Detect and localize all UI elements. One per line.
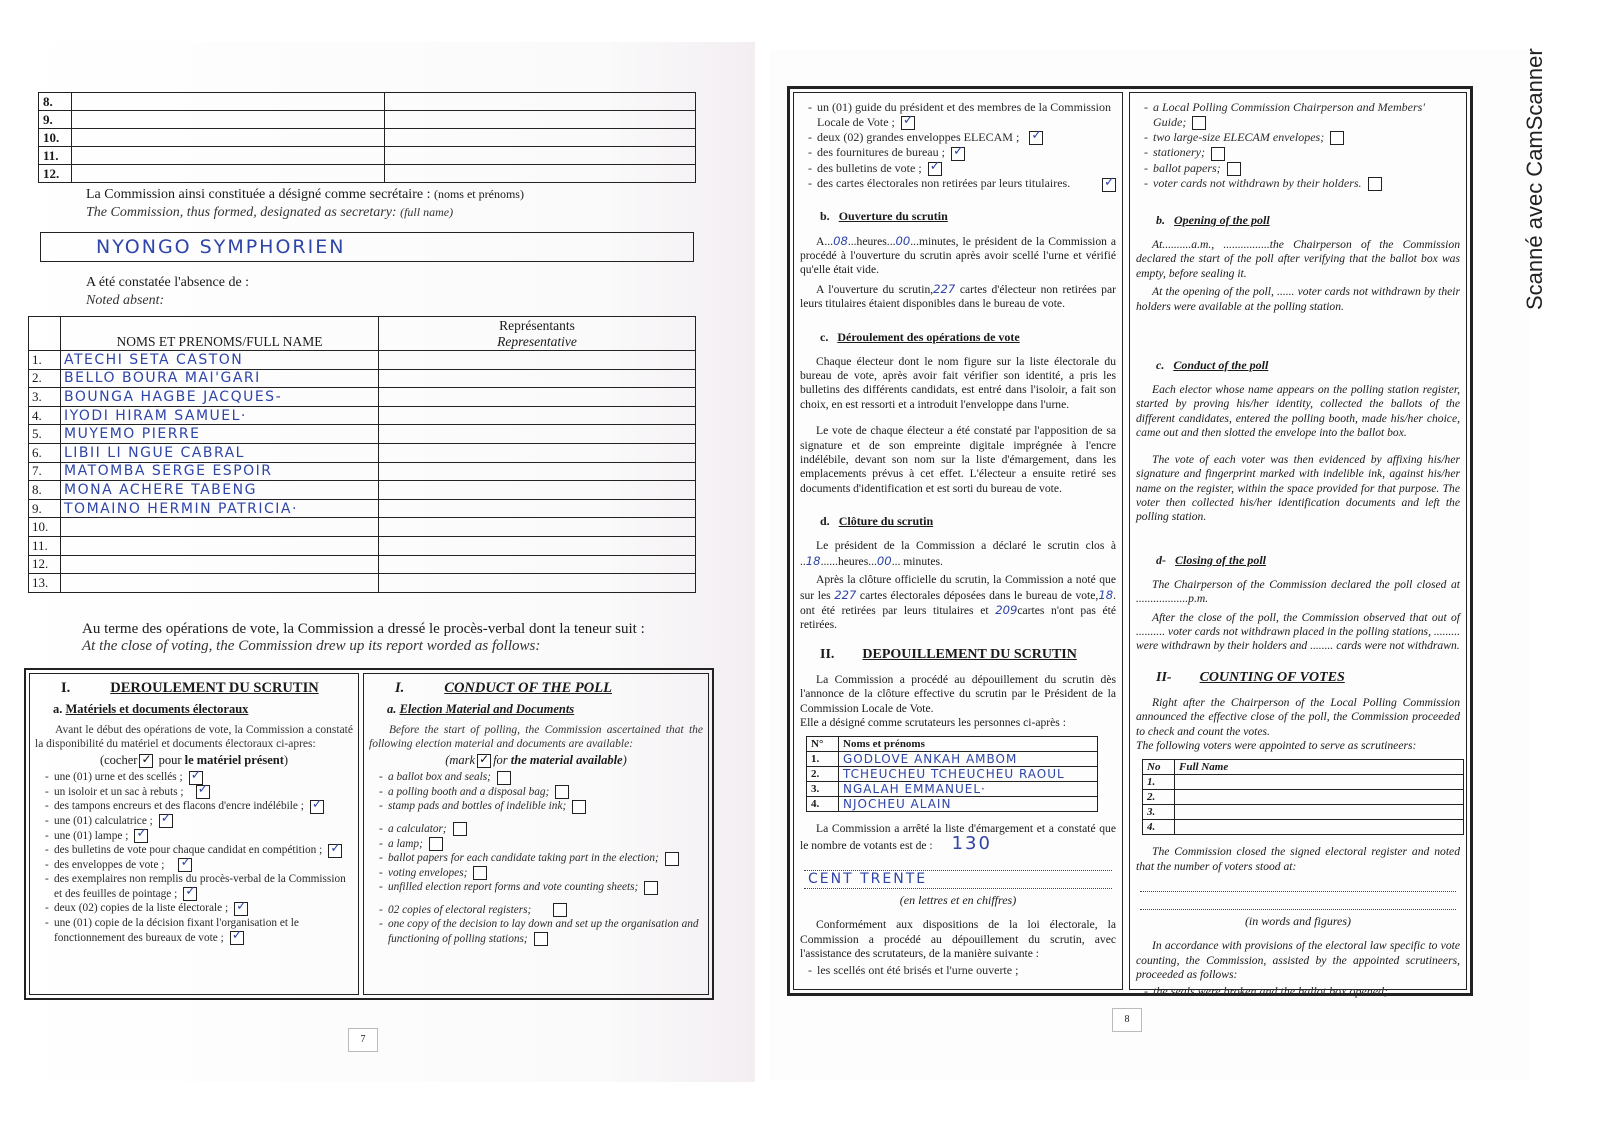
voters-count-words: CENT TRENTE (808, 871, 928, 888)
scrutineer-name-cell[interactable]: GODLOVE ANKAH AMBOM (839, 752, 1098, 767)
checklist-item: - une (01) copie de la décision fixant l'organisation et le fonctionnement des bureaux de vote ;✓ (45, 916, 353, 945)
intro-paragraph-en: Before the start of polling, the Commission ascertained that the following election material and documents are available: (369, 724, 703, 750)
report-column-fr (793, 92, 1123, 990)
subsection-opening-fr: b. Ouverture du scrutin (820, 208, 948, 223)
conduct-paragraph-2-en: The vote of each voter was then evidenced by affixing his/her signature and fingerprint marked with indelible ink, against his/her name on the register, within the space provided for that purpose. The voter then collected his/her identification documents and left the polling station. (1136, 452, 1460, 524)
voters-words-line-1[interactable] (804, 853, 1112, 871)
material-checklist-fr (35, 770, 353, 945)
absent-name-cell[interactable]: MATOMBA SERGE ESPOIR (61, 462, 379, 481)
checklist-item: - a calculator; (379, 822, 703, 837)
camscanner-watermark: Scanné avec CamScanner (1522, 48, 1547, 310)
checkbox-checked[interactable] (928, 162, 942, 176)
table-row: 12. (39, 165, 696, 183)
checkbox-checked[interactable] (951, 147, 965, 161)
checkbox-checked[interactable] (230, 931, 244, 945)
opening-paragraph-en: At..........a.m., ................the Chairperson of the Commission declared the start of the poll after verifying that the ballot box was empty, before sealing it. (1136, 238, 1460, 280)
absent-members-table (28, 316, 696, 593)
table-row: 13. (29, 574, 696, 593)
checkbox-checked[interactable] (328, 844, 342, 858)
absent-rep-cell[interactable] (379, 462, 696, 481)
table-row: 9. TOMAINO HERMIN PATRICIA· (29, 499, 696, 518)
report-column-en (363, 673, 709, 995)
member-name-cell[interactable] (72, 93, 385, 111)
intro-paragraph-fr: Avant le début des opérations de vote, la Commission a constaté la disponibilité du matériel et documents électoraux ci-apres: (35, 724, 353, 750)
voters-words-line-1[interactable] (1140, 874, 1456, 892)
checkbox-checked[interactable] (1029, 131, 1043, 145)
checkbox-unchecked[interactable] (1192, 116, 1206, 130)
mark-instruction-en: (mark ✓ for the material available) (369, 753, 703, 768)
checklist-item: - une (01) calculatrice ;✓ (45, 814, 353, 829)
counting-paragraph-3-fr: Conformément aux dispositions de la loi électorale, la Commission a procédé au dépouillement du scrutin, avec l'assistance des scrutateurs, de la manière suivante : (800, 918, 1116, 960)
secretary-label-fr: La Commission ainsi constituée a désigné comme secrétaire : (noms et prénoms) (86, 187, 524, 202)
absent-name-cell[interactable]: IYODI HIRAM SAMUEL· (61, 406, 379, 425)
material-checklist-en-continued (1136, 100, 1460, 191)
material-checklist-en (369, 770, 703, 947)
closing-paragraph-fr: Le président de la Commission a déclaré le scrutin clos à ..18......heures...00... minutes. (800, 539, 1116, 568)
absent-rep-cell[interactable] (379, 555, 696, 574)
report-column-fr (29, 673, 359, 995)
table-header-row: No Full Name (1143, 760, 1464, 775)
scrutineer-name-cell[interactable] (1175, 820, 1464, 835)
commission-members-table (38, 92, 696, 183)
checklist-item: - une (01) lampe ;✓ (45, 829, 353, 844)
secretary-name-value: NYONGO SYMPHORIEN (96, 236, 346, 258)
closing-statement-fr: Au terme des opérations de vote, la Commission a dressé le procès-verbal dont la teneur suit : (82, 621, 645, 637)
cards-deposited-field[interactable]: 227 (834, 587, 857, 602)
voters-note-fr: (en lettres et en chiffres) (899, 893, 1017, 908)
voters-count-paragraph-en: The Commission closed the signed electoral register and noted that the number of voters stood at: (1136, 845, 1460, 873)
checkbox-unchecked[interactable] (644, 881, 658, 895)
opening-minutes-field[interactable]: 00 (895, 233, 911, 248)
opening-paragraph-fr: A...08...heures...00...minutes, le président de la Commission a procédé à l'ouverture du scrutin après avoir scellé l'urne et vérifié qu'elle était vide. (800, 233, 1116, 277)
member-name-cell[interactable] (72, 129, 385, 147)
scrutineers-table-en (1142, 759, 1464, 835)
opening-cards-field[interactable]: 227 (933, 281, 956, 296)
table-header-row: N° Noms et prénoms (807, 737, 1098, 752)
absent-rep-cell[interactable] (379, 536, 696, 555)
checkbox-unchecked[interactable] (553, 903, 567, 917)
voters-note-en: (in words and figures) (1244, 914, 1352, 929)
table-row: 1. (1143, 775, 1464, 790)
voters-words-line-2[interactable] (804, 871, 1112, 889)
subsection-title-fr: a. Matériels et documents électoraux (53, 702, 249, 716)
member-role-cell[interactable] (385, 165, 696, 183)
table-header-row (29, 317, 696, 351)
checkbox-unchecked[interactable] (555, 785, 569, 799)
scrutineers-table-fr (806, 736, 1098, 812)
section-counting-title-fr: II. DEPOUILLEMENT DU SCRUTIN (820, 646, 1077, 662)
checkbox-unchecked[interactable] (1330, 131, 1344, 145)
absent-name-cell[interactable] (61, 536, 379, 555)
table-row: 8. (39, 93, 696, 111)
table-row: 2. TCHEUCHEU TCHEUCHEU RAOUL (807, 767, 1098, 782)
absent-name-cell[interactable]: BELLO BOURA MAI'GARI (61, 369, 379, 388)
member-name-cell[interactable] (72, 111, 385, 129)
checkbox-unchecked[interactable] (1211, 147, 1225, 161)
conduct-paragraph-2-fr: Le vote de chaque électeur a été constaté par l'apposition de sa signature et de son empreinte digitale imprégnée à l'encre indélébile, devant son nom sur la liste d'émargement, dans les emplacements prévus à cet effet. L'électeur a ensuite retiré ses documents d'identification et est sorti du bureau de vote. (800, 424, 1116, 495)
checkbox-unchecked[interactable] (453, 822, 467, 836)
checklist-item: - un (01) guide du président et des membres de la Commission Locale de Vote ;✓ (808, 100, 1116, 130)
list-item: - les scellés ont été brisés et l'urne ouverte ; (808, 963, 1116, 978)
absent-rep-cell[interactable] (379, 518, 696, 537)
checklist-item: - a lamp; (379, 837, 703, 852)
report-section-1 (24, 668, 714, 1000)
absent-label-en: Noted absent: (86, 293, 165, 308)
table-row: 4. (1143, 820, 1464, 835)
checklist-item: - deux (02) grandes enveloppes ELECAM ;✓ (808, 130, 1116, 145)
subsection-conduct-fr: c. Déroulement des opérations de vote (820, 329, 1020, 344)
table-row: 10. (29, 518, 696, 537)
mark-instruction-fr: (cocher ✓ pour le matériel présent) (35, 753, 353, 768)
scrutineer-name-cell[interactable]: TCHEUCHEU TCHEUCHEU RAOUL (839, 767, 1098, 782)
member-role-cell[interactable] (385, 93, 696, 111)
section-title-en: I. CONDUCT OF THE POLL (395, 680, 612, 696)
subsection-closing-fr: d. Clôture du scrutin (820, 514, 934, 529)
checklist-item: - des bulletins de vote ;✓ (808, 161, 1116, 176)
page-number-right: 8 (1112, 1008, 1142, 1032)
sample-checkbox-icon (139, 754, 153, 768)
scrutineer-name-cell[interactable]: NGALAH EMMANUEL· (839, 782, 1098, 797)
absent-rep-cell[interactable] (379, 425, 696, 444)
member-name-cell[interactable] (72, 165, 385, 183)
table-row: 7. MATOMBA SERGE ESPOIR (29, 462, 696, 481)
closing-cards-paragraph-fr: Après la clôture officielle du scrutin, la Commission a noté que sur les 227 cartes électorales déposées dans le bureau de vote,18. ont été retirées par leurs titulaires et 209cartes n'ont pas été retirées. (800, 573, 1117, 632)
checklist-item: - 02 copies of electoral registers; (379, 903, 703, 918)
counting-steps-fr (800, 963, 1116, 978)
absent-name-cell[interactable]: TOMAINO HERMIN PATRICIA· (61, 499, 379, 518)
checkbox-unchecked[interactable] (665, 852, 679, 866)
checkbox-checked[interactable] (183, 887, 197, 901)
checkbox-unchecked[interactable] (473, 866, 487, 880)
secretary-name-field[interactable] (40, 232, 694, 262)
subsection-opening-en: b. Opening of the poll (1156, 213, 1270, 228)
checkbox-unchecked[interactable] (1368, 177, 1382, 191)
column-header-full-name: NOMS ET PRENOMS/FULL NAME (61, 317, 379, 351)
list-item: - the seals were broken and the ballot box opened; (1144, 984, 1460, 999)
table-row: 11. (39, 147, 696, 165)
checkbox-unchecked[interactable] (1227, 162, 1241, 176)
checkbox-checked[interactable] (310, 800, 324, 814)
checkbox-unchecked[interactable] (429, 837, 443, 851)
absent-rep-cell[interactable] (379, 481, 696, 500)
checklist-item: - a ballot box and seals; (379, 770, 703, 785)
opening-cards-paragraph-fr: A l'ouverture du scrutin,227 cartes d'électeur non retirées par leurs titulaires étaient disponibles dans le bureau de vote. (800, 281, 1116, 311)
voters-count-paragraph-fr: La Commission a arrêté la liste d'émargement et a constaté que le nombre de votants est de : 130 (800, 822, 1116, 854)
table-row: 6. LIBII LI NGUE CABRAL (29, 443, 696, 462)
checklist-item: - a Local Polling Commission Chairperson and Members' Guide; (1144, 100, 1460, 130)
table-row: 11. (29, 536, 696, 555)
checklist-item: - ballot papers for each candidate taking part in the election; (379, 851, 703, 866)
column-header-representative: Représentants Representative (379, 317, 696, 351)
counting-paragraph-2-fr: Elle a désigné comme scrutateurs les personnes ci-après : (800, 715, 1066, 729)
table-row: 3. NGALAH EMMANUEL· (807, 782, 1098, 797)
closing-paragraph-en: The Chairperson of the Commission declared the poll closed at ..................p.m. (1136, 577, 1460, 606)
checklist-item: - des exemplaires non remplis du procès-verbal de la Commission et des feuilles de pointage ;✓ (45, 872, 353, 901)
absent-rep-cell[interactable] (379, 369, 696, 388)
checklist-item: - des tampons encreurs et des flacons d'encre indélébile ;✓ (45, 799, 353, 814)
checklist-item: - des fournitures de bureau ;✓ (808, 145, 1116, 160)
checkbox-checked[interactable] (134, 829, 148, 843)
closing-minutes-field[interactable]: 00 (876, 553, 892, 568)
cards-withdrawn-field[interactable]: 18 (1098, 587, 1114, 602)
closing-statement-en: At the close of voting, the Commission drew up its report worded as follows: (82, 638, 541, 654)
report-section-continued (787, 86, 1473, 999)
opening-cards-paragraph-en: At the opening of the poll, ...... voter cards not withdrawn by their holders were available at the polling station. (1136, 285, 1460, 313)
member-role-cell[interactable] (385, 147, 696, 165)
counting-paragraph-1-en: Right after the Chairperson of the Local Polling Commission announced the effective close of the poll, the Commission proceeded to check and count the votes. (1136, 695, 1460, 738)
checklist-item: - voter cards not withdrawn by their holders. (1144, 176, 1460, 191)
table-row: 2. (1143, 790, 1464, 805)
closing-hours-field[interactable]: 18 (805, 553, 821, 568)
checklist-item: - un isoloir et un sac à rebuts ;✓ (45, 785, 353, 800)
checklist-item: - one copy of the decision to lay down and set up the organisation and functioning of polling stations; (379, 917, 703, 946)
checklist-item: - deux (02) copies de la liste électorale ;✓ (45, 901, 353, 916)
absent-name-cell[interactable]: LIBII LI NGUE CABRAL (61, 443, 379, 462)
table-row: 1. ATECHI SETA CASTON (29, 351, 696, 370)
subsection-closing-en: d- Closing of the poll (1156, 552, 1267, 567)
checklist-item: - a polling booth and a disposal bag; (379, 785, 703, 800)
absent-name-cell[interactable]: BOUNGA HAGBE JACQUES- (61, 388, 379, 407)
opening-hours-field[interactable]: 08 (833, 233, 848, 248)
section-title-fr: I. DEROULEMENT DU SCRUTIN (61, 680, 319, 696)
scrutineer-name-cell[interactable]: NJOCHEU ALAIN (839, 797, 1098, 812)
absent-rep-cell[interactable] (379, 406, 696, 425)
table-row: 8. MONA ACHERE TABENG (29, 481, 696, 500)
conduct-paragraph-1-fr: Chaque électeur dont le nom figure sur la liste électorale du bureau de vote, après avoir fait vérifier son identité, a pris les bulletins des différents candidats, est entré dans l'isoloir, a fait son choix, en est ressorti et a introduit l'enveloppe dans l'urne. (800, 354, 1116, 411)
counting-paragraph-2-en: The following voters were appointed to serve as scrutineers: (1136, 738, 1417, 752)
checklist-item: - voting envelopes; (379, 866, 703, 881)
table-row: 10. (39, 129, 696, 147)
absent-name-cell[interactable]: MUYEMO PIERRE (61, 425, 379, 444)
absent-name-cell[interactable] (61, 574, 379, 593)
checkbox-checked[interactable] (159, 814, 173, 828)
absent-name-cell[interactable] (61, 518, 379, 537)
table-row: 5. MUYEMO PIERRE (29, 425, 696, 444)
voters-words-line-2[interactable] (1140, 892, 1456, 910)
table-row: 4. NJOCHEU ALAIN (807, 797, 1098, 812)
absent-rep-cell[interactable] (379, 351, 696, 370)
absent-label-fr: A été constatée l'absence de : (86, 275, 250, 290)
absent-rep-cell[interactable] (379, 499, 696, 518)
conduct-paragraph-1-en: Each elector whose name appears on the polling station register, started by proving his/her identity, collected the ballots of the different candidates, entered the polling booth, made his/her choice, came out and then slotted the envelope into the ballot box. (1136, 383, 1460, 440)
subsection-conduct-en: c. Conduct of the poll (1156, 358, 1269, 373)
checklist-item: - une (01) urne et des scellés ;✓ (45, 770, 353, 785)
member-name-cell[interactable] (72, 147, 385, 165)
absent-name-cell[interactable]: MONA ACHERE TABENG (61, 481, 379, 500)
sample-checkbox-icon (477, 754, 491, 768)
table-row: 4. IYODI HIRAM SAMUEL· (29, 406, 696, 425)
secretary-label-en: The Commission, thus formed, designated as secretary: (full name) (86, 205, 454, 220)
checkbox-checked[interactable] (901, 116, 915, 130)
checklist-item: - des enveloppes de vote ;✓ (45, 858, 353, 873)
counting-steps-en (1136, 984, 1460, 999)
checkbox-unchecked[interactable] (497, 771, 511, 785)
absent-name-cell[interactable] (61, 555, 379, 574)
absent-rep-cell[interactable] (379, 443, 696, 462)
checkbox-checked[interactable] (1102, 178, 1116, 192)
absent-rep-cell[interactable] (379, 388, 696, 407)
table-row: 2. BELLO BOURA MAI'GARI (29, 369, 696, 388)
checklist-item: - unfilled election report forms and vote counting sheets; (379, 880, 703, 895)
table-row: 9. (39, 111, 696, 129)
checkbox-checked[interactable] (234, 902, 248, 916)
page-number-left: 7 (348, 1028, 378, 1052)
checklist-item: - stationery; (1144, 145, 1460, 160)
table-row: 3. (1143, 805, 1464, 820)
checklist-item: - des cartes électorales non retirées par leurs titulaires. ✓ (808, 176, 1116, 191)
counting-paragraph-3-en: In accordance with provisions of the electoral law specific to vote counting, the Commission, assisted by the appointed scrutineers, proceeded as follows: (1136, 939, 1460, 982)
checklist-item: - two large-size ELECAM envelopes; (1144, 130, 1460, 145)
member-role-cell[interactable] (385, 111, 696, 129)
scrutineer-name-cell[interactable] (1175, 805, 1464, 820)
checkbox-checked[interactable] (196, 785, 210, 799)
scrutineer-name-cell[interactable] (1175, 775, 1464, 790)
absent-name-cell[interactable]: ATECHI SETA CASTON (61, 351, 379, 370)
member-role-cell[interactable] (385, 129, 696, 147)
cards-not-withdrawn-field[interactable]: 209 (995, 602, 1018, 617)
closing-cards-paragraph-en: After the close of the poll, the Commission observed that out of .......... voter cards not withdrawn placed in the polling stations, ......... were withdrawn by their holders and ........ cards were not withdrawn. (1136, 610, 1460, 653)
voters-count-figure[interactable]: 130 (951, 832, 992, 854)
report-column-en (1129, 92, 1467, 999)
checkbox-checked[interactable] (178, 858, 192, 872)
checklist-item: - ballot papers; (1144, 161, 1460, 176)
absent-rep-cell[interactable] (379, 574, 696, 593)
subsection-title-en: a. Election Material and Documents (387, 702, 575, 716)
table-row: 1. GODLOVE ANKAH AMBOM (807, 752, 1098, 767)
scrutineer-name-cell[interactable] (1175, 790, 1464, 805)
material-checklist-fr-continued (800, 100, 1116, 191)
section-counting-title-en: II- COUNTING OF VOTES (1156, 669, 1345, 685)
checklist-item: - stamp pads and bottles of indelible ink; (379, 799, 703, 814)
checklist-item: - des bulletins de vote pour chaque candidat en compétition ;✓ (45, 843, 353, 858)
table-row: 3. BOUNGA HAGBE JACQUES- (29, 388, 696, 407)
counting-paragraph-1-fr: La Commission a procédé au dépouillement du scrutin dès l'annonce de la clôture effective du scrutin par le Président de la Commission Locale de Vote. (800, 672, 1116, 715)
table-row: 12. (29, 555, 696, 574)
checkbox-unchecked[interactable] (534, 932, 548, 946)
checkbox-unchecked[interactable] (572, 800, 586, 814)
